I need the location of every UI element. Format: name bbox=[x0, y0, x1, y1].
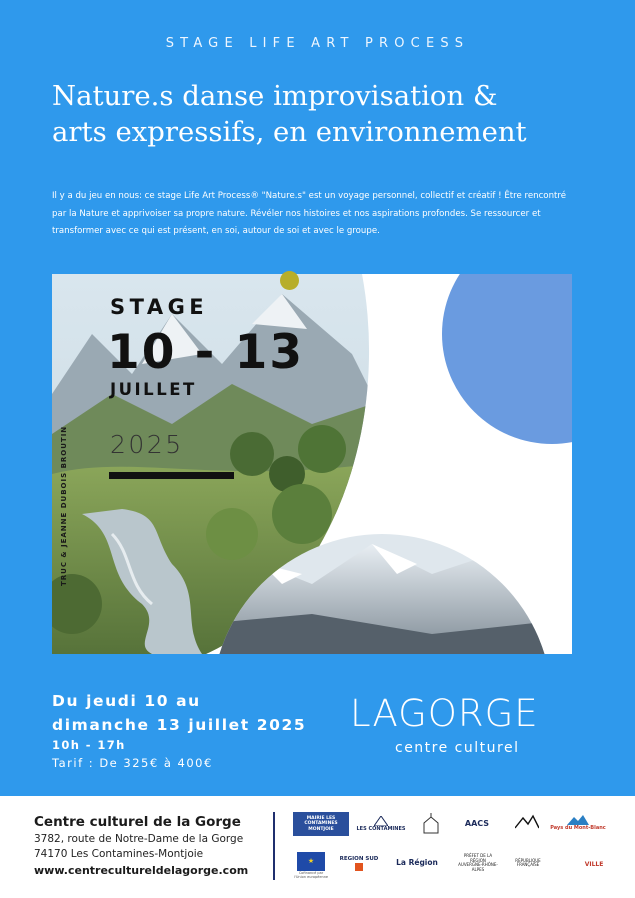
photo-credit: TRUC & JEANNE DUBOIS BROUTIN bbox=[60, 425, 68, 586]
title-line-1: Nature.s danse improvisation & bbox=[52, 80, 498, 112]
partner-label: AACS bbox=[464, 818, 490, 828]
partner-logo-mairie bbox=[293, 812, 349, 836]
partner-label: REGION SUD bbox=[339, 855, 379, 862]
church-icon bbox=[420, 812, 442, 834]
partner-label: RÉPUBLIQUE FRANÇAISE bbox=[515, 858, 541, 867]
partner-label: Pays du Mont-Blanc bbox=[550, 824, 606, 831]
partner-logo-pays-mont-blanc bbox=[548, 810, 608, 836]
partner-logo-ville bbox=[582, 850, 606, 878]
partner-logo-europe bbox=[293, 848, 329, 882]
accent-dot bbox=[280, 271, 299, 290]
partner-logo-la-region bbox=[388, 850, 446, 874]
partner-logo-alpes bbox=[512, 810, 542, 834]
partner-logo-republique bbox=[505, 848, 551, 878]
partner-logo-aacs bbox=[458, 814, 496, 832]
partner-logo-church bbox=[418, 810, 444, 836]
address-line-2: 74170 Les Contamines-Montjoie bbox=[34, 848, 204, 860]
divider-bar bbox=[109, 472, 234, 479]
partner-label: PRÉFET DE LA RÉGION AUVERGNE-RHÔNE-ALPES bbox=[458, 853, 498, 872]
page-title bbox=[52, 78, 612, 150]
footer bbox=[0, 796, 635, 898]
partner-label: LES CONTAMINES bbox=[356, 825, 406, 832]
schedule-price: Tarif : De 325€ à 400€ bbox=[52, 756, 213, 770]
footer-divider bbox=[273, 812, 275, 880]
intro-paragraph: Il y a du jeu en nous: ce stage Life Art Process® "Nature.s" est un voyage personnel, collectif et créatif ! Être rencontré par la Nature et apprivoiser sa propre nature. Révéler nos histoires et nos aspirations profondes. Se ressourcer et transformer avec ce qui est présent, en soi, autour de soi et avec le groupe. bbox=[52, 191, 567, 236]
brand-logo: LAGORGE bbox=[350, 692, 539, 735]
partner-logo-region-sud bbox=[338, 850, 380, 876]
stage-month: JUILLET bbox=[110, 380, 197, 399]
stage-dates: 10 - 13 bbox=[107, 325, 305, 380]
website-link[interactable]: www.centrecultureldelagorge.com bbox=[34, 864, 249, 877]
stage-label: STAGE bbox=[110, 295, 209, 319]
eyebrow: STAGE LIFE ART PROCESS bbox=[165, 36, 470, 51]
brand-subtitle: centre culturel bbox=[395, 740, 520, 756]
partner-label: Cofinancé par l'Union européenne bbox=[293, 870, 329, 879]
title-line-2: arts expressifs, en environnement bbox=[52, 116, 527, 148]
venue-name: Centre culturel de la Gorge bbox=[34, 814, 241, 830]
mont-blanc-icon bbox=[567, 815, 589, 825]
stage-year: 2025 bbox=[110, 430, 184, 459]
schedule-line-2: dimanche 13 juillet 2025 bbox=[52, 716, 307, 734]
eu-flag-icon: ★ bbox=[297, 852, 325, 871]
schedule-hours: 10h - 17h bbox=[52, 738, 126, 752]
region-sud-icon bbox=[355, 863, 363, 871]
partner-logo-contamines bbox=[355, 812, 407, 836]
partner-logo-prefet bbox=[458, 848, 498, 878]
schedule-line-1: Du jeudi 10 au bbox=[52, 692, 201, 710]
mountain-icon bbox=[374, 816, 388, 826]
partner-label: VILLE bbox=[584, 860, 604, 868]
partner-label: MAIRIE LES CONTAMINES MONTJOIE bbox=[304, 815, 338, 832]
partner-label: La Région bbox=[396, 857, 438, 867]
alps-icon bbox=[515, 814, 539, 830]
address-line-1: 3782, route de Notre-Dame de la Gorge bbox=[34, 833, 244, 845]
